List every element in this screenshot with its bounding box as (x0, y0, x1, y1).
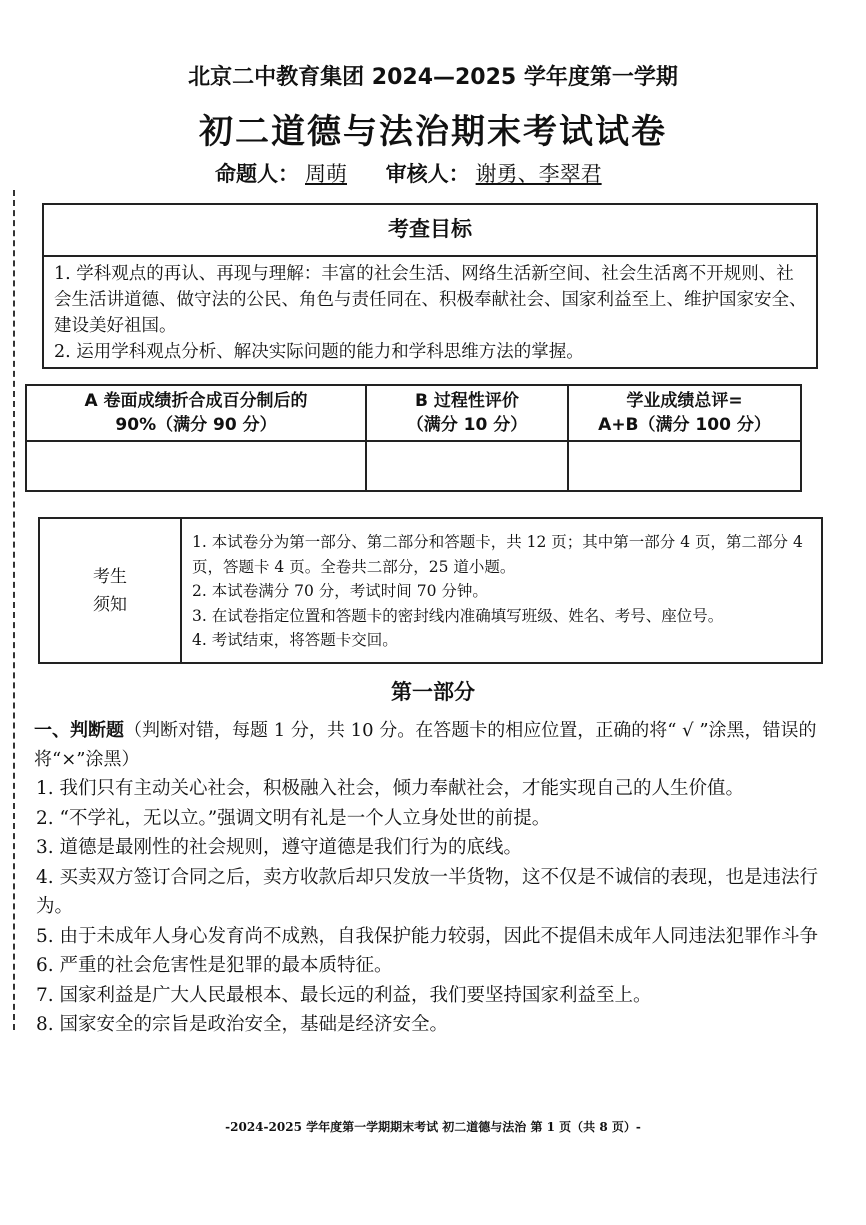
score-a-cell[interactable] (26, 441, 366, 491)
question-item: 2. “不学礼，无以立。”强调文明有礼是一个人立身处世的前提。 (36, 807, 551, 829)
section-heading (34, 716, 834, 774)
score-b-cell[interactable] (366, 441, 568, 491)
section-title: 一、判断题 (34, 720, 124, 741)
score-col-c-header: 学业成绩总评= A+B（满分 100 分） (568, 385, 801, 441)
page-title: 初二道德与法治期末考试试卷 (199, 112, 667, 152)
school-line: 北京二中教育集团 2024—2025 学年度第一学期 (188, 65, 678, 90)
author-label: 命题人： (215, 162, 299, 186)
question-item: 4. 买卖双方签订合同之后，卖方收款后却只发放一半货物，这不仅是不诚信的表现，也是违法行为。 (36, 866, 819, 917)
score-col-a-header: A 卷面成绩折合成百分制后的 90%（满分 90 分） (26, 385, 366, 441)
section-instruction: （判断对错，每题 1 分，共 10 分。在答题卡的相应位置，正确的将“ √ ”涂黑，错误的将“×”涂黑） (34, 720, 817, 770)
goal-item: 2. 运用学科观点分析、解决实际问题的能力和学科思维方法的掌握。 (54, 342, 584, 362)
page-footer: -2024-2025 学年度第一学期期末考试 初二道德与法治 第 1 页（共 8 页）- (225, 1120, 641, 1134)
reviewer-names: 谢勇、李翠君 (475, 162, 602, 186)
question-item: 1. 我们只有主动关心社会，积极融入社会，倾力奉献社会，才能实现自己的人生价值。 (36, 778, 745, 799)
goal-item: 1. 学科观点的再认、再现与理解：丰富的社会生活、网络生活新空间、社会生活离不开规则、社会生活讲道德、做守法的公民、角色与责任同在、积极奉献社会、国家利益至上、维护国家安全、建设美好祖国。 (54, 264, 807, 336)
notice-table (38, 517, 823, 664)
part-title: 第一部分 (391, 680, 475, 704)
authors-line (215, 158, 775, 188)
notice-label: 考生 须知 (39, 518, 181, 663)
notice-items (181, 518, 822, 663)
notice-item: 2. 本试卷满分 70 分，考试时间 70 分钟。 (192, 582, 488, 601)
notice-item: 1. 本试卷分为第一部分、第二部分和答题卡，共 12 页；其中第一部分 4 页，第二部分 4 页，答题卡 4 页。全卷共二部分，25 道小题。 (192, 533, 803, 576)
question-item: 7. 国家利益是广大人民最根本、最长远的利益，我们要坚持国家利益至上。 (36, 984, 652, 1006)
score-total-cell[interactable] (568, 441, 801, 491)
goals-box (42, 203, 818, 369)
question-item: 6. 严重的社会危害性是犯罪的最本质特征。 (36, 955, 393, 976)
notice-item: 3. 在试卷指定位置和答题卡的密封线内准确填写班级、姓名、考号、座位号。 (192, 606, 724, 625)
reviewer-label: 审核人： (385, 162, 470, 186)
question-item: 3. 道德是最刚性的社会规则，遵守道德是我们行为的底线。 (36, 837, 523, 858)
question-list (36, 774, 836, 1040)
goals-heading: 考查目标 (44, 205, 816, 257)
author-name: 周萌 (305, 162, 347, 186)
goals-body (44, 257, 816, 365)
question-item: 8. 国家安全的宗旨是政治安全，基础是经济安全。 (36, 1014, 449, 1035)
score-col-b-header: B 过程性评价 （满分 10 分） (366, 385, 568, 441)
question-item: 5. 由于未成年人身心发育尚不成熟，自我保护能力较弱，因此不提倡未成年人同违法犯罪作斗争 (36, 925, 819, 947)
score-table (25, 384, 802, 492)
binding-dashed-line (13, 190, 15, 1030)
notice-item: 4. 考试结束，将答题卡交回。 (192, 631, 398, 650)
